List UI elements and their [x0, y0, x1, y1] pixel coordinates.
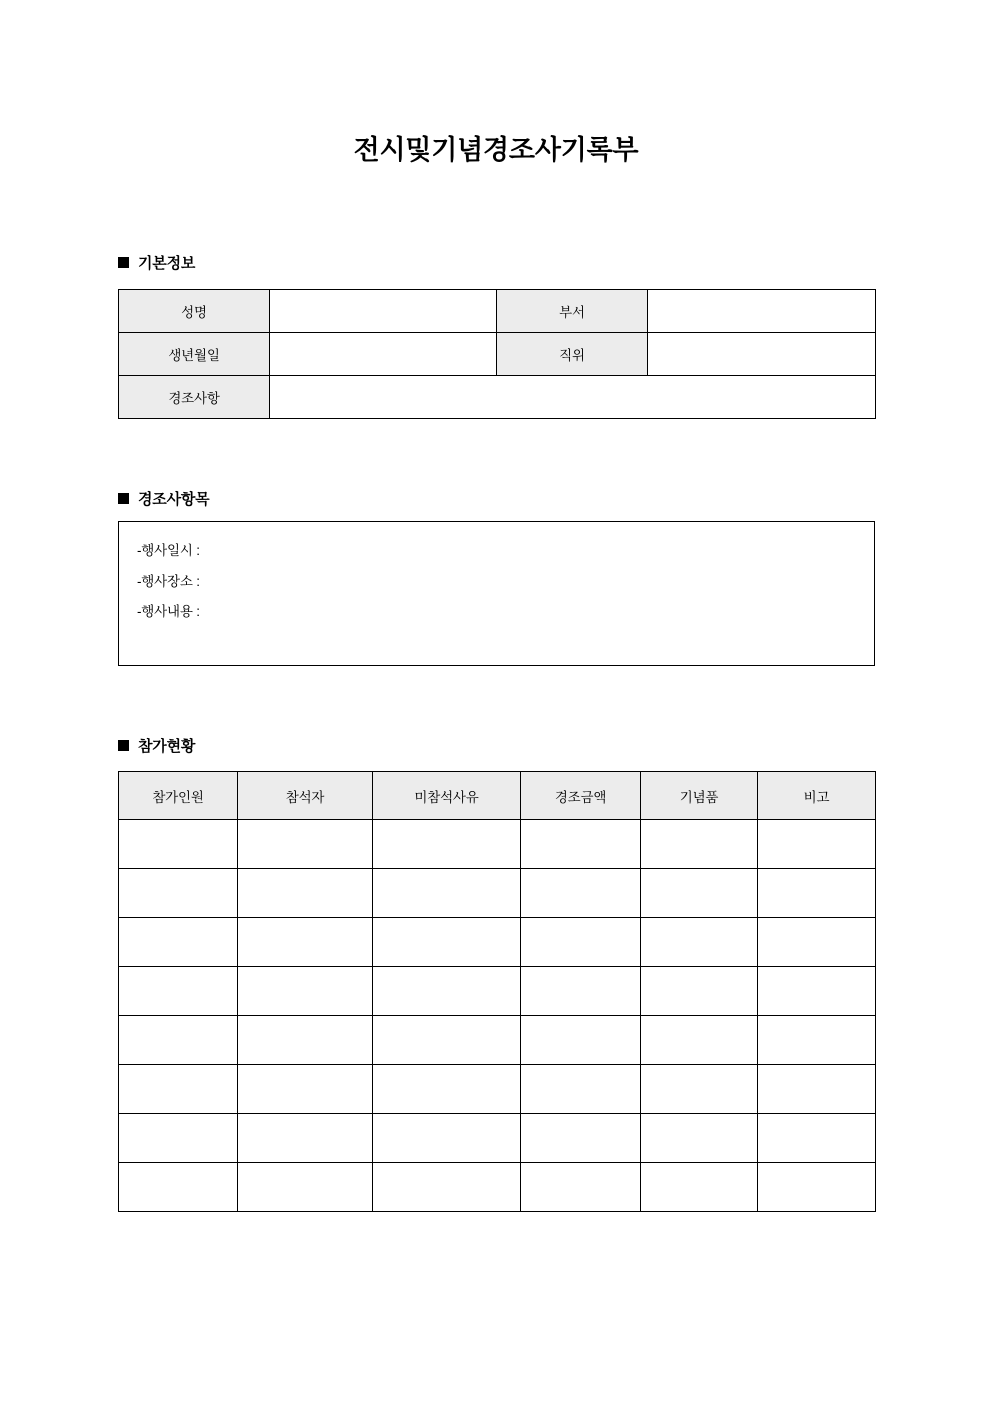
table-cell[interactable]	[119, 1016, 238, 1065]
table-cell[interactable]	[238, 1065, 373, 1114]
event-content-line: -행사내용 :	[137, 604, 200, 619]
table-cell[interactable]	[521, 1163, 641, 1212]
table-cell[interactable]	[238, 1114, 373, 1163]
filled-square-icon	[118, 493, 129, 504]
table-row	[119, 333, 876, 376]
table-cell[interactable]	[521, 918, 641, 967]
table-cell[interactable]	[119, 967, 238, 1016]
column-header-remarks: 비고	[758, 772, 876, 820]
table-cell[interactable]	[373, 820, 521, 869]
table-cell[interactable]	[521, 869, 641, 918]
value-department[interactable]	[648, 290, 876, 333]
column-header-gift: 기념품	[641, 772, 758, 820]
table-cell[interactable]	[641, 967, 758, 1016]
column-header-attendee: 참석자	[238, 772, 373, 820]
table-cell[interactable]	[373, 869, 521, 918]
table-row	[119, 290, 876, 333]
table-cell[interactable]	[758, 918, 876, 967]
value-position[interactable]	[648, 333, 876, 376]
value-occasion[interactable]	[270, 376, 876, 419]
event-items-box[interactable]	[118, 521, 875, 666]
section-heading-event-items	[118, 488, 209, 509]
table-cell[interactable]	[758, 1016, 876, 1065]
filled-square-icon	[118, 257, 129, 268]
table-cell[interactable]	[641, 1163, 758, 1212]
value-birthdate[interactable]	[270, 333, 497, 376]
table-cell[interactable]	[119, 1163, 238, 1212]
label-birthdate: 생년월일	[119, 333, 270, 376]
table-cell[interactable]	[641, 918, 758, 967]
table-cell[interactable]	[758, 1163, 876, 1212]
table-cell[interactable]	[238, 1163, 373, 1212]
section-heading-label: 경조사항목	[138, 491, 210, 508]
label-department: 부서	[497, 290, 648, 333]
table-cell[interactable]	[119, 1065, 238, 1114]
section-heading-label: 참가현황	[138, 738, 196, 755]
table-cell[interactable]	[238, 869, 373, 918]
column-header-amount: 경조금액	[521, 772, 641, 820]
table-cell[interactable]	[238, 918, 373, 967]
table-cell[interactable]	[238, 967, 373, 1016]
table-cell[interactable]	[238, 1016, 373, 1065]
section-heading-basic-info	[118, 252, 195, 273]
table-cell[interactable]	[373, 1065, 521, 1114]
table-cell[interactable]	[119, 918, 238, 967]
table-cell[interactable]	[373, 918, 521, 967]
table-cell[interactable]	[758, 820, 876, 869]
event-datetime-line: -행사일시 :	[137, 543, 200, 558]
table-cell[interactable]	[758, 869, 876, 918]
label-name: 성명	[119, 290, 270, 333]
filled-square-icon	[118, 740, 129, 751]
table-row	[119, 1016, 876, 1065]
value-name[interactable]	[270, 290, 497, 333]
table-header-row	[119, 772, 876, 820]
attendance-table-body	[119, 820, 876, 1212]
table-cell[interactable]	[238, 820, 373, 869]
table-cell[interactable]	[119, 820, 238, 869]
table-cell[interactable]	[373, 967, 521, 1016]
section-heading-attendance	[118, 735, 195, 756]
table-cell[interactable]	[758, 967, 876, 1016]
table-cell[interactable]	[758, 1114, 876, 1163]
table-cell[interactable]	[521, 967, 641, 1016]
column-header-absence-reason: 미참석사유	[373, 772, 521, 820]
label-position: 직위	[497, 333, 648, 376]
document-title: 전시및기념경조사기록부	[353, 135, 639, 165]
table-cell[interactable]	[521, 1114, 641, 1163]
event-location-line: -행사장소 :	[137, 573, 200, 589]
table-cell[interactable]	[373, 1163, 521, 1212]
table-row	[119, 1114, 876, 1163]
basic-info-table	[118, 289, 876, 419]
section-heading-label: 기본정보	[138, 255, 196, 272]
table-cell[interactable]	[758, 1065, 876, 1114]
table-row	[119, 1163, 876, 1212]
table-cell[interactable]	[373, 1016, 521, 1065]
table-row	[119, 918, 876, 967]
table-cell[interactable]	[641, 1065, 758, 1114]
table-cell[interactable]	[521, 820, 641, 869]
label-occasion: 경조사항	[119, 376, 270, 419]
table-row	[119, 869, 876, 918]
table-cell[interactable]	[641, 1016, 758, 1065]
column-header-participant-count: 참가인원	[119, 772, 238, 820]
table-cell[interactable]	[641, 820, 758, 869]
table-row	[119, 820, 876, 869]
table-cell[interactable]	[521, 1016, 641, 1065]
table-cell[interactable]	[641, 1114, 758, 1163]
table-row	[119, 376, 876, 419]
table-cell[interactable]	[521, 1065, 641, 1114]
table-row	[119, 967, 876, 1016]
attendance-table	[118, 771, 876, 1212]
table-cell[interactable]	[119, 869, 238, 918]
table-row	[119, 1065, 876, 1114]
table-cell[interactable]	[641, 869, 758, 918]
table-cell[interactable]	[373, 1114, 521, 1163]
table-cell[interactable]	[119, 1114, 238, 1163]
